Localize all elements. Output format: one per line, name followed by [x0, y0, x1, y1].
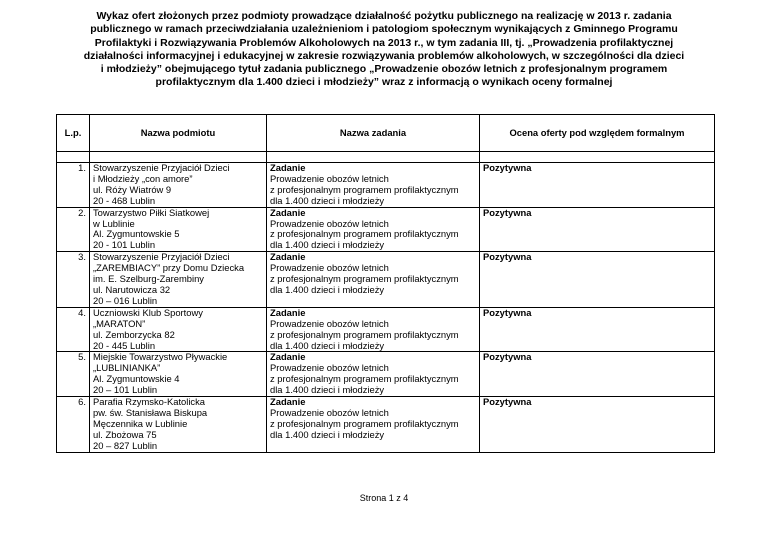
task-heading: Zadanie [270, 207, 306, 218]
task-line: dla 1.400 dzieci i młodzieży [270, 283, 385, 295]
organization-line: 20 - 101 Lublin [93, 239, 156, 251]
organization-line: w Lublinie [93, 217, 135, 229]
task-cell [267, 163, 480, 208]
organization-line: 20 - 445 Lublin [93, 339, 156, 351]
organization-line: 20 – 101 Lublin [93, 384, 158, 396]
task-line: Prowadzenie obozów letnich [270, 406, 389, 418]
evaluation-result: Pozytywna [480, 352, 715, 397]
offers-table [56, 114, 715, 453]
task-cell [267, 352, 480, 397]
organization-line: Stowarzyszenie Przyjaciół Dzieci [93, 162, 230, 173]
task-line: dla 1.400 dzieci i młodzieży [270, 239, 385, 251]
task-line: dla 1.400 dzieci i młodzieży [270, 339, 385, 351]
organization-line: i Młodzieży „con amore” [93, 172, 193, 184]
row-number: 1. [57, 163, 90, 208]
task-line: z profesjonalnym programem profilaktycznym [270, 228, 459, 240]
header-lp: L.p. [57, 115, 90, 152]
task-line: z profesjonalnym programem profilaktycznym [270, 417, 459, 429]
organization-cell [90, 252, 267, 308]
organization-line: Towarzystwo Piłki Siatkowej [93, 207, 210, 218]
task-line: Prowadzenie obozów letnich [270, 362, 389, 374]
row-number: 2. [57, 207, 90, 252]
organization-line: Stowarzyszenie Przyjaciół Dzieci [93, 251, 230, 263]
header-eval: Ocena oferty pod względem formalnym [480, 115, 715, 152]
organization-line: ul. Zbożowa 75 [93, 428, 157, 440]
organization-line: Miejskie Towarzystwo Pływackie [93, 351, 228, 363]
table-row [57, 307, 715, 352]
task-line: dla 1.400 dzieci i młodzieży [270, 428, 385, 440]
header-task: Nazwa zadania [267, 115, 480, 152]
organization-line: Al. Zygmuntowskie 4 [93, 373, 180, 385]
organization-line: Parafia Rzymsko-Katolicka [93, 396, 206, 408]
task-heading: Zadanie [270, 251, 306, 263]
evaluation-result: Pozytywna [480, 307, 715, 352]
evaluation-result: Pozytywna [480, 397, 715, 453]
task-cell [267, 397, 480, 453]
task-cell [267, 207, 480, 252]
header-spacer-row [57, 152, 715, 163]
row-number: 6. [57, 397, 90, 453]
title-line: i młodzieży” obejmującego tytuł zadania publicznego „Prowadzenie obozów letnich z profesjonalnym programem [100, 63, 668, 76]
table-body [57, 152, 715, 453]
organization-line: ul. Róży Wiatrów 9 [93, 183, 172, 195]
organization-line: 20 – 016 Lublin [93, 294, 158, 306]
organization-cell [90, 397, 267, 453]
row-number: 5. [57, 352, 90, 397]
task-line: dla 1.400 dzieci i młodzieży [270, 194, 385, 206]
task-line: z profesjonalnym programem profilaktycznym [270, 183, 459, 195]
task-cell [267, 252, 480, 308]
organization-line: im. E. Szelburg-Zarembiny [93, 273, 204, 285]
organization-line: 20 - 468 Lublin [93, 194, 156, 206]
task-line: z profesjonalnym programem profilaktycznym [270, 273, 459, 285]
task-heading: Zadanie [270, 307, 306, 318]
table-row [57, 352, 715, 397]
task-line: Prowadzenie obozów letnich [270, 217, 389, 229]
evaluation-result: Pozytywna [480, 207, 715, 252]
organization-cell [90, 207, 267, 252]
organization-cell [90, 307, 267, 352]
organization-cell [90, 352, 267, 397]
organization-line: „MARATON” [93, 317, 146, 329]
organization-line: ul. Zemborzycka 82 [93, 328, 175, 340]
title-line: profilaktycznym dla 1.400 dzieci i młodzieży” wraz z informacją o wynikach oceny formalnej [155, 76, 613, 89]
row-number: 4. [57, 307, 90, 352]
task-line: dla 1.400 dzieci i młodzieży [270, 384, 385, 396]
table-row [57, 397, 715, 453]
title-line: Wykaz ofert złożonych przez podmioty prowadzące działalność pożytku publicznego na realizację w 2013 r. zadania [96, 10, 672, 22]
title-line: działalności informacyjnej i edukacyjnej w zakresie rozwiązywania problemów alkoholowych, w szczególności dla dzieci [83, 49, 685, 62]
organization-line: Uczniowski Klub Sportowy [93, 307, 203, 318]
evaluation-result: Pozytywna [480, 163, 715, 208]
page-number: Strona 1 z 4 [359, 493, 409, 503]
title-line: Profilaktyki i Rozwiązywania Problemów Alkoholowych na 2013 r., w tym zadania III, tj. „Prowadzenia profilaktycznej [94, 36, 674, 49]
task-cell [267, 307, 480, 352]
document-title [40, 10, 728, 90]
organization-line: „LUBLINIANKA” [93, 362, 161, 374]
title-line: publicznego w ramach przeciwdziałania uzależnieniom i patologiom społecznym wynikających z Gminnego Programu [90, 23, 678, 36]
task-line: Prowadzenie obozów letnich [270, 262, 389, 274]
table-row [57, 163, 715, 208]
header-org: Nazwa podmiotu [90, 115, 267, 152]
row-number: 3. [57, 252, 90, 308]
organization-line: 20 – 827 Lublin [93, 439, 158, 451]
evaluation-result: Pozytywna [480, 252, 715, 308]
task-line: Prowadzenie obozów letnich [270, 317, 389, 329]
task-heading: Zadanie [270, 396, 306, 408]
task-line: Prowadzenie obozów letnich [270, 172, 389, 184]
organization-line: pw. św. Stanisława Biskupa [93, 406, 208, 418]
task-line: z profesjonalnym programem profilaktycznym [270, 373, 459, 385]
task-line: z profesjonalnym programem profilaktycznym [270, 328, 459, 340]
organization-line: Męczennika w Lublinie [93, 417, 188, 429]
table-header-row [57, 115, 715, 152]
table-row [57, 252, 715, 308]
organization-line: Al. Zygmuntowskie 5 [93, 228, 180, 240]
task-heading: Zadanie [270, 351, 306, 363]
task-heading: Zadanie [270, 162, 306, 173]
organization-line: „ZAREMBIACY” przy Domu Dziecka [93, 262, 245, 274]
organization-cell [90, 163, 267, 208]
organization-line: ul. Narutowicza 32 [93, 283, 171, 295]
table-row [57, 207, 715, 252]
